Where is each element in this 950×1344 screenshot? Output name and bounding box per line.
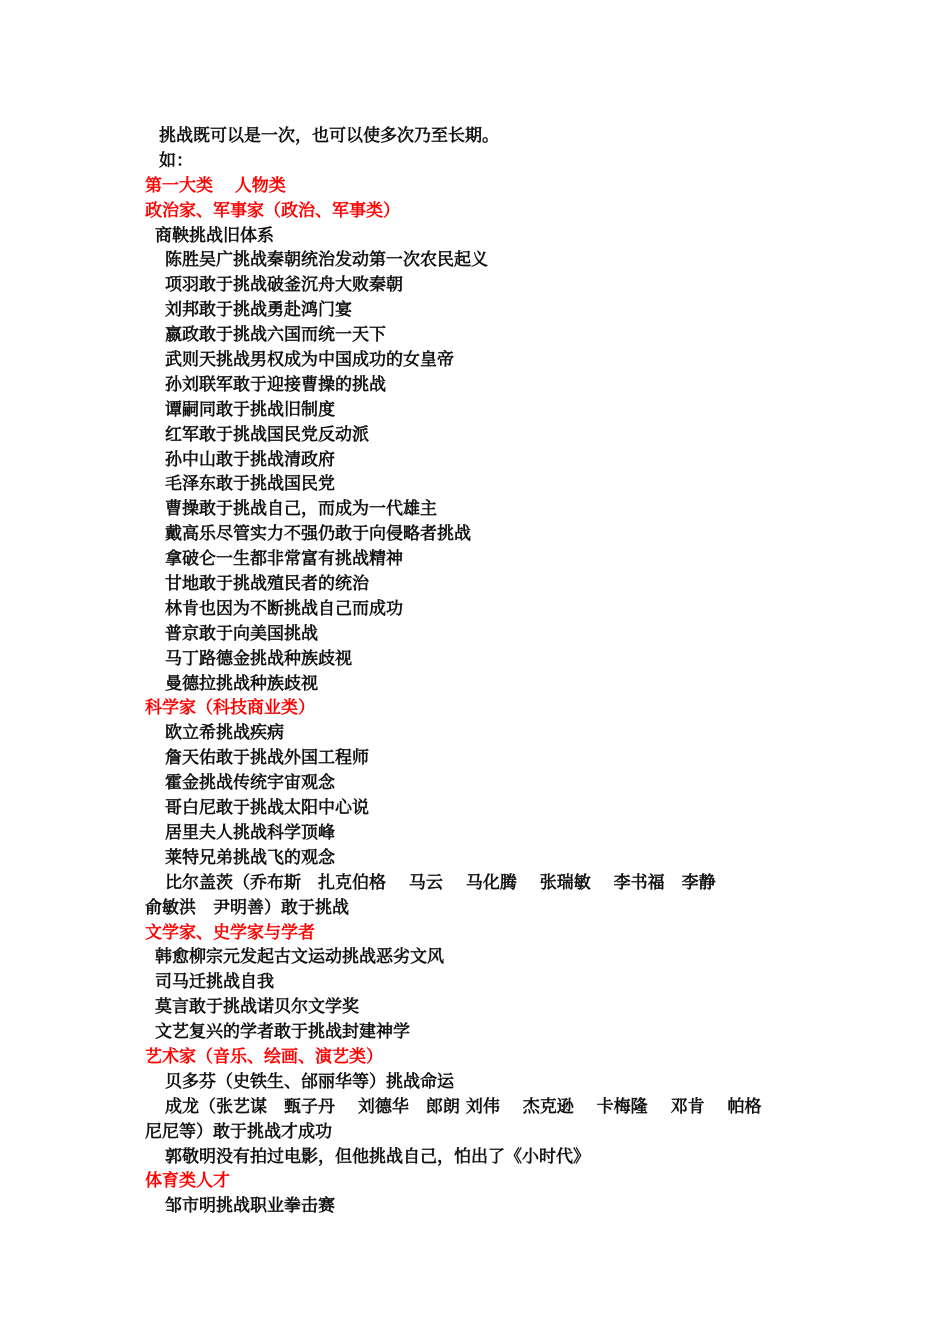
list-item: 曹操敢于挑战自己，而成为一代雄主 [165, 499, 437, 520]
list-item: 马丁路德金挑战种族歧视 [165, 648, 352, 669]
section-heading-literature: 文学家、史学家与学者 [145, 922, 315, 942]
category-title: 第一大类 人物类 [145, 175, 286, 195]
list-item: 邹市明挑战职业拳击赛 [165, 1196, 335, 1217]
list-item: 嬴政敢于挑战六国而统一天下 [165, 325, 386, 346]
section-heading-art: 艺术家（音乐、绘画、演艺类） [145, 1046, 383, 1066]
document-body [145, 124, 825, 1219]
list-item: 韩愈柳宗元发起古文运动挑战恶劣文风 [155, 947, 444, 968]
list-item: 商鞅挑战旧体系 [155, 225, 274, 246]
list-item: 詹天佑敢于挑战外国工程师 [165, 748, 369, 769]
list-item: 哥白尼敢于挑战太阳中心说 [165, 798, 369, 819]
list-item: 莱特兄弟挑战飞的观念 [165, 847, 335, 868]
list-item: 曼德拉挑战种族歧视 [165, 673, 318, 694]
list-item: 甘地敢于挑战殖民者的统治 [165, 574, 369, 595]
list-item: 普京敢于向美国挑战 [165, 623, 318, 644]
section-heading-politics: 政治家、军事家（政治、军事类） [145, 200, 400, 220]
list-item: 居里夫人挑战科学顶峰 [165, 822, 335, 843]
list-item: 莫言敢于挑战诺贝尔文学奖 [155, 997, 359, 1018]
intro-line: 挑战既可以是一次，也可以使多次乃至长期。 [159, 126, 499, 145]
list-item-continuation: 俞敏洪 尹明善）敢于挑战 [145, 897, 349, 918]
list-item: 毛泽东敢于挑战国民党 [165, 474, 335, 495]
list-item: 司马迁挑战自我 [155, 972, 274, 993]
list-item: 孙刘联军敢于迎接曹操的挑战 [165, 374, 386, 395]
list-item: 欧立希挑战疾病 [165, 723, 284, 744]
list-item: 孙中山敢于挑战清政府 [165, 449, 335, 470]
list-item: 武则天挑战男权成为中国成功的女皇帝 [165, 350, 454, 371]
list-item: 谭嗣同敢于挑战旧制度 [165, 399, 335, 420]
list-item: 林肯也因为不断挑战自己而成功 [165, 598, 403, 619]
list-item-long: 比尔盖茨（乔布斯 扎克伯格 马云 马化腾 张瑞敏 李书福 李静 [165, 872, 716, 893]
list-item: 戴高乐尽管实力不强仍敢于向侵略者挑战 [165, 524, 471, 545]
list-item-long: 成龙（张艺谋 甄子丹 刘德华 郎朗 刘伟 杰克逊 卡梅隆 邓肯 帕格 [165, 1096, 762, 1117]
section-heading-science: 科学家（科技商业类） [145, 698, 315, 718]
list-item: 项羽敢于挑战破釜沉舟大败秦朝 [165, 275, 403, 296]
list-item: 陈胜吴广挑战秦朝统治发动第一次农民起义 [165, 250, 488, 271]
section-heading-sports: 体育类人才 [145, 1171, 230, 1191]
list-item: 拿破仑一生都非常富有挑战精神 [165, 549, 403, 570]
list-item: 贝多芬（史铁生、邰丽华等）挑战命运 [165, 1071, 454, 1092]
list-item: 刘邦敢于挑战勇赴鸿门宴 [165, 300, 352, 321]
list-item: 红军敢于挑战国民党反动派 [165, 424, 369, 445]
intro-example-label: 如： [159, 150, 193, 170]
list-item: 郭敬明没有拍过电影，但他挑战自己，怕出了《小时代》 [165, 1146, 590, 1167]
list-item: 文艺复兴的学者敢于挑战封建神学 [155, 1022, 410, 1043]
list-item: 霍金挑战传统宇宙观念 [165, 773, 335, 794]
list-item-continuation: 尼尼等）敢于挑战才成功 [145, 1121, 332, 1142]
